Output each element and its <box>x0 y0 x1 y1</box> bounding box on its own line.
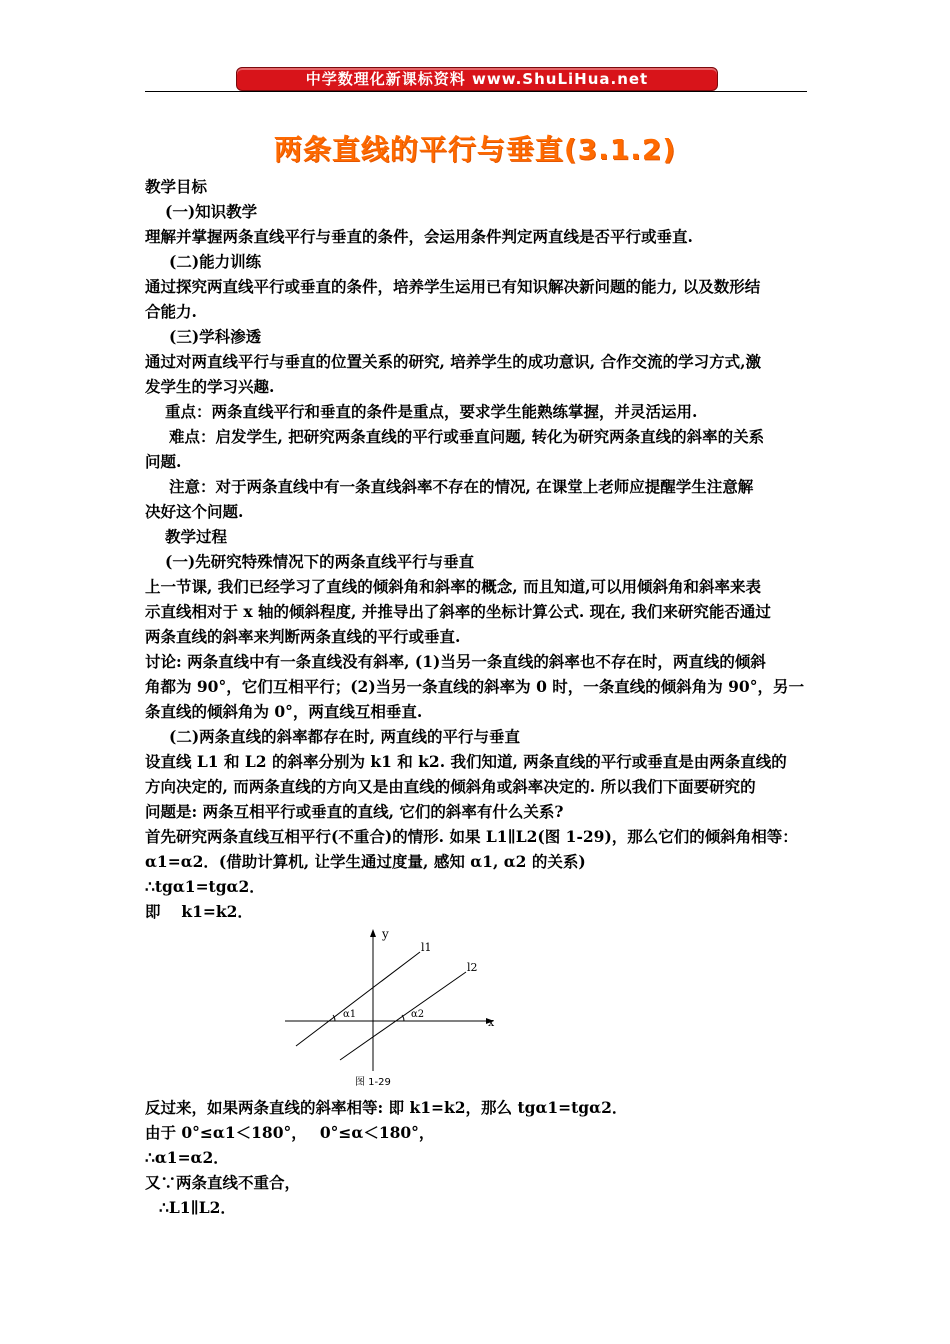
paragraph-line: 首先研究两条直线互相平行(不重合)的情形. 如果 L1∥L2(图 1-29)，那么它们的倾斜角相等： <box>145 827 798 846</box>
paragraph-line: 问题. <box>145 452 182 471</box>
paragraph-line: 示直线相对于 x 轴的倾斜程度, 并推导出了斜率的坐标计算公式. 现在, 我们来研究能否通过 <box>145 602 771 621</box>
header-divider <box>145 91 807 92</box>
paragraph-line: 问题是: 两条互相平行或垂直的直线, 它们的斜率有什么关系? <box>145 802 564 821</box>
formula-line: 由于 0°≤α1＜180°， 0°≤α＜180°， <box>145 1123 435 1142</box>
line-l1 <box>296 952 420 1046</box>
formula-line: ∴α1=α2． <box>145 1148 229 1167</box>
paragraph-line: 设直线 L1 和 L2 的斜率分别为 k1 和 k2. 我们知道, 两条直线的平行或垂直是由两条直线的 <box>145 752 787 771</box>
line-l2-label: l2 <box>467 961 478 974</box>
y-axis-label: y <box>382 927 389 941</box>
paragraph-line: 上一节课, 我们已经学习了直线的倾斜角和斜率的概念, 而且知道,可以用倾斜角和斜率来表 <box>145 577 761 596</box>
paragraph-line: 合能力. <box>145 302 197 321</box>
section-heading: 教学目标 <box>145 177 208 196</box>
paragraph-line: 讨论: 两条直线中有一条直线没有斜率, (1)当另一条直线的斜率也不存在时，两直线的倾斜 <box>145 652 766 671</box>
paragraph-line: 方向决定的, 而两条直线的方向又是由直线的倾斜角或斜率决定的. 所以我们下面要研究的 <box>145 777 756 796</box>
alpha2-label: α2 <box>411 1009 425 1020</box>
subsection-heading: (二)能力训练 <box>169 252 262 271</box>
paragraph-line: 决好这个问题. <box>145 502 244 521</box>
formula-line: α1=α2．(借助计算机, 让学生通过度量, 感知 α1, α2 的关系) <box>145 852 586 871</box>
formula-line: 即 k1=k2． <box>145 902 253 921</box>
document-body <box>145 174 815 924</box>
line-l1-label: l1 <box>421 941 432 954</box>
site-banner: 中学数理化新课标资料 www.ShuLiHua.net <box>236 67 718 91</box>
document-body-continued <box>145 1095 815 1220</box>
formula-line: ∴tgα1=tgα2． <box>145 877 265 896</box>
subsection-heading: (二)两条直线的斜率都存在时, 两直线的平行与垂直 <box>169 727 520 746</box>
paragraph-line: 理解并掌握两条直线平行与垂直的条件，会运用条件判定两直线是否平行或垂直. <box>145 227 693 246</box>
formula-line: ∴L1∥L2． <box>159 1198 236 1217</box>
difficulty-line: 难点：启发学生, 把研究两条直线的平行或垂直问题, 转化为研究两条直线的斜率的关系 <box>169 427 765 446</box>
paragraph-line: 通过对两直线平行与垂直的位置关系的研究, 培养学生的成功意识, 合作交流的学习方式,激 <box>145 352 761 371</box>
subsection-heading: (一)知识教学 <box>165 202 258 221</box>
subsection-heading: (一)先研究特殊情况下的两条直线平行与垂直 <box>165 552 475 571</box>
y-axis-arrow <box>370 929 376 937</box>
paragraph-line: 反过来，如果两条直线的斜率相等: 即 k1=k2，那么 tgα1=tgα2． <box>145 1098 628 1117</box>
alpha1-label: α1 <box>343 1009 357 1020</box>
section-heading: 教学过程 <box>165 527 228 546</box>
formula-line: 又∵两条直线不重合， <box>145 1173 301 1192</box>
x-axis-label: x <box>488 1016 495 1029</box>
paragraph-line: 发学生的学习兴趣. <box>145 377 275 396</box>
paragraph-line: 两条直线的斜率来判断两条直线的平行或垂直. <box>145 627 461 646</box>
figure-caption: 图 1-29 <box>355 1077 391 1088</box>
subsection-heading: (三)学科渗透 <box>169 327 262 346</box>
parallel-lines-figure <box>280 925 500 1090</box>
paragraph-line: 通过探究两直线平行或垂直的条件，培养学生运用已有知识解决新问题的能力, 以及数形结 <box>145 277 761 296</box>
key-point-line: 重点：两条直线平行和垂直的条件是重点，要求学生能熟练掌握，并灵活运用. <box>165 402 698 421</box>
paragraph-line: 条直线的倾斜角为 0°，两直线互相垂直. <box>145 702 423 721</box>
document-title: 两条直线的平行与垂直(3.1.2) <box>273 133 677 166</box>
note-line: 注意：对于两条直线中有一条直线斜率不存在的情况, 在课堂上老师应提醒学生注意解 <box>169 477 754 496</box>
paragraph-line: 角都为 90°，它们互相平行；(2)当另一条直线的斜率为 0 时，一条直线的倾斜角为 90°，另一 <box>145 677 804 696</box>
